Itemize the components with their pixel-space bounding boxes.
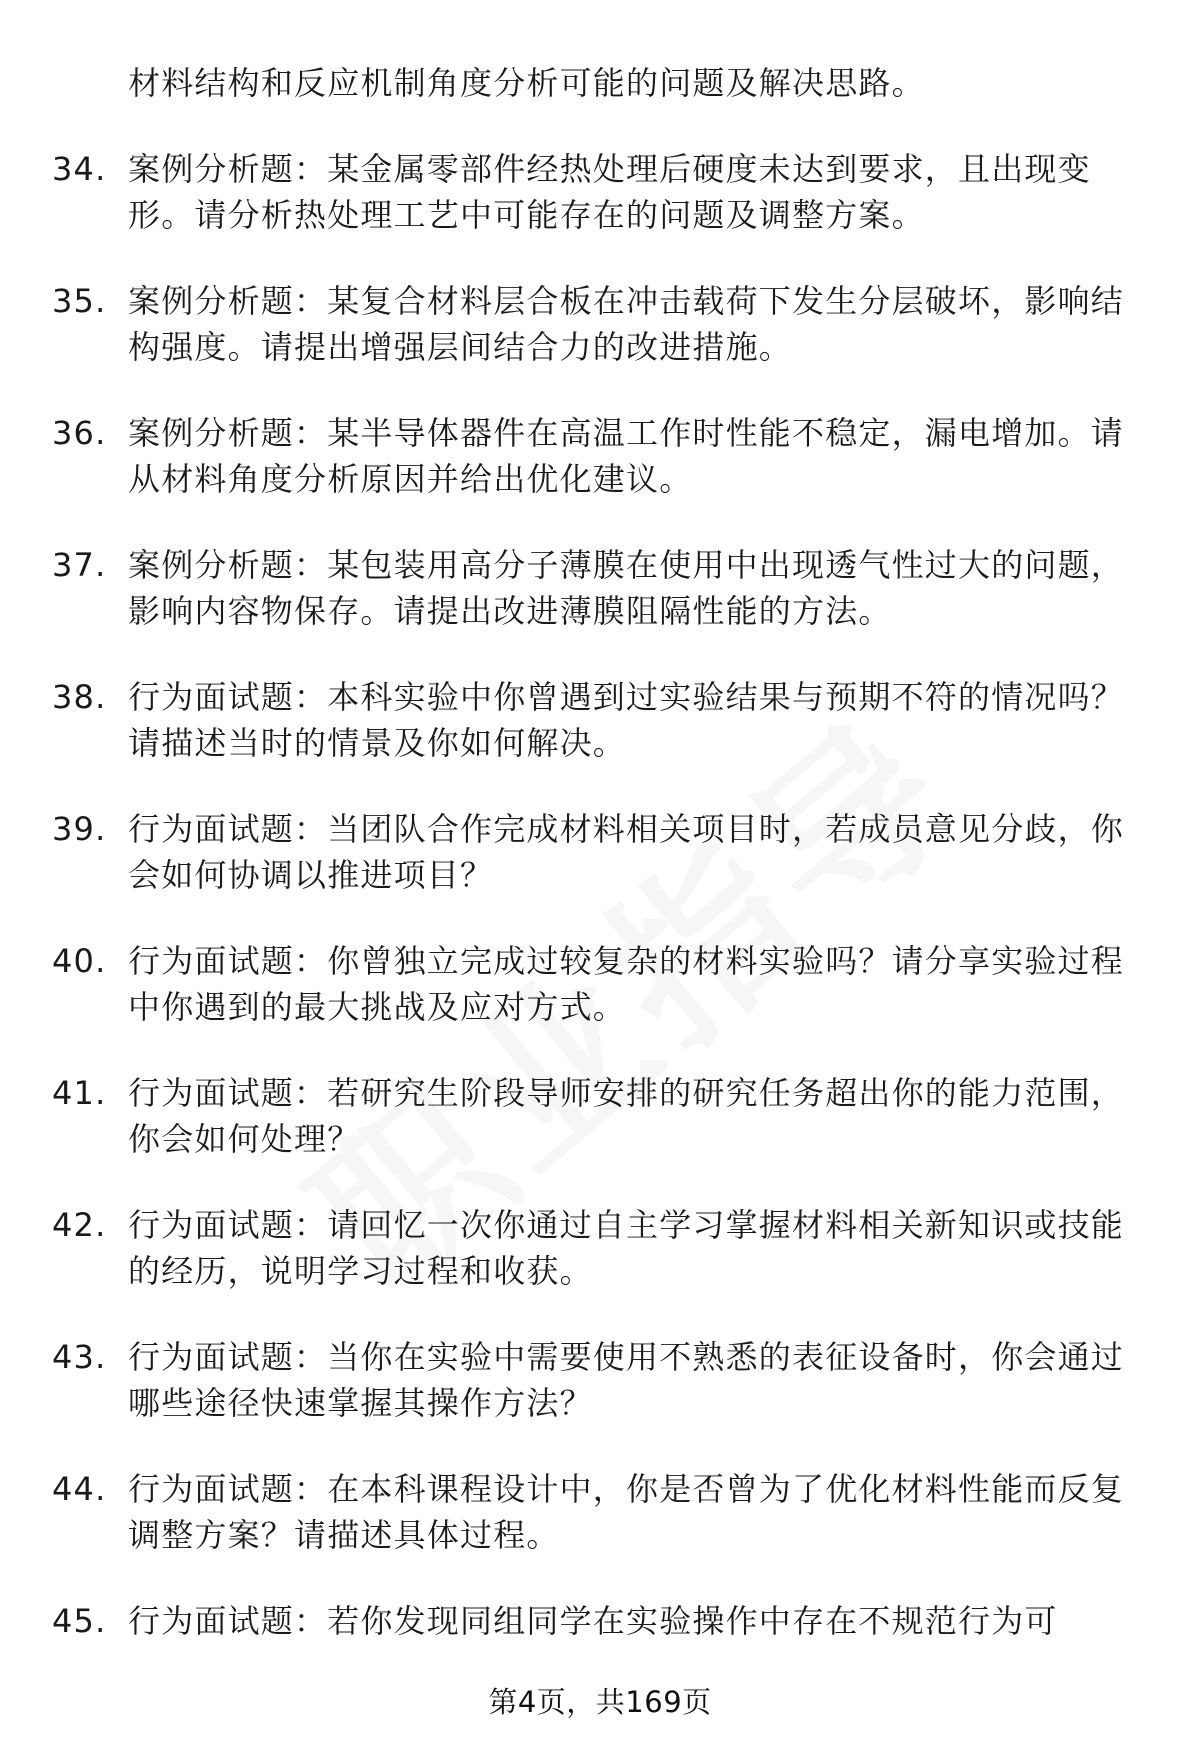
question-item (0, 1334, 1200, 1426)
question-number: 41. (52, 1074, 107, 1112)
continuation-text: 材料结构和反应机制角度分析可能的问题及解决思路。 (128, 64, 925, 102)
question-item (0, 278, 1200, 370)
question-text: 行为面试题：若研究生阶段导师安排的研究任务超出你的能力范围，你会如何处理？ (128, 1074, 1125, 1158)
question-number: 44. (52, 1470, 107, 1508)
question-text: 案例分析题：某金属零部件经热处理后硬度未达到要求，且出现变形。请分析热处理工艺中可能存在的问题及调整方案。 (128, 150, 1091, 234)
question-number: 45. (52, 1602, 107, 1640)
question-text: 行为面试题：当你在实验中需要使用不熟悉的表征设备时，你会通过哪些途径快速掌握其操作方法？ (128, 1338, 1125, 1422)
question-item (0, 1466, 1200, 1558)
question-item (0, 938, 1200, 1030)
question-number: 34. (52, 150, 107, 188)
question-item (0, 410, 1200, 502)
question-text: 案例分析题：某半导体器件在高温工作时性能不稳定，漏电增加。请从材料角度分析原因并给出优化建议。 (128, 414, 1125, 498)
question-item (0, 542, 1200, 634)
question-item (0, 1202, 1200, 1294)
question-text: 行为面试题：若你发现同组同学在实验操作中存在不规范行为可 (128, 1602, 1058, 1640)
question-text: 行为面试题：你曾独立完成过较复杂的材料实验吗？请分享实验过程中你遇到的最大挑战及应对方式。 (128, 942, 1125, 1026)
question-number: 35. (52, 282, 107, 320)
question-item (0, 1070, 1200, 1162)
page-footer: 第4页，共169页 (488, 1685, 712, 1719)
question-number: 43. (52, 1338, 107, 1376)
question-number: 40. (52, 942, 107, 980)
question-list (0, 60, 1200, 1644)
question-text: 案例分析题：某复合材料层合板在冲击载荷下发生分层破坏，影响结构强度。请提出增强层间结合力的改进措施。 (128, 282, 1125, 366)
question-item (0, 674, 1200, 766)
question-number: 37. (52, 546, 107, 584)
question-item (0, 146, 1200, 238)
question-text: 行为面试题：请回忆一次你通过自主学习掌握材料相关新知识或技能的经历，说明学习过程和收获。 (128, 1206, 1125, 1290)
question-number: 38. (52, 678, 107, 716)
question-text: 行为面试题：本科实验中你曾遇到过实验结果与预期不符的情况吗？请描述当时的情景及你如何解决。 (128, 678, 1125, 762)
question-text: 行为面试题：当团队合作完成材料相关项目时，若成员意见分歧，你会如何协调以推进项目？ (128, 810, 1125, 894)
question-item (0, 1598, 1200, 1644)
question-number: 39. (52, 810, 107, 848)
question-item (0, 806, 1200, 898)
question-text: 行为面试题：在本科课程设计中，你是否曾为了优化材料性能而反复调整方案？请描述具体过程。 (128, 1470, 1125, 1554)
question-number: 42. (52, 1206, 107, 1244)
question-text: 案例分析题：某包装用高分子薄膜在使用中出现透气性过大的问题，影响内容物保存。请提出改进薄膜阻隔性能的方法。 (128, 546, 1125, 630)
question-number: 36. (52, 414, 107, 452)
